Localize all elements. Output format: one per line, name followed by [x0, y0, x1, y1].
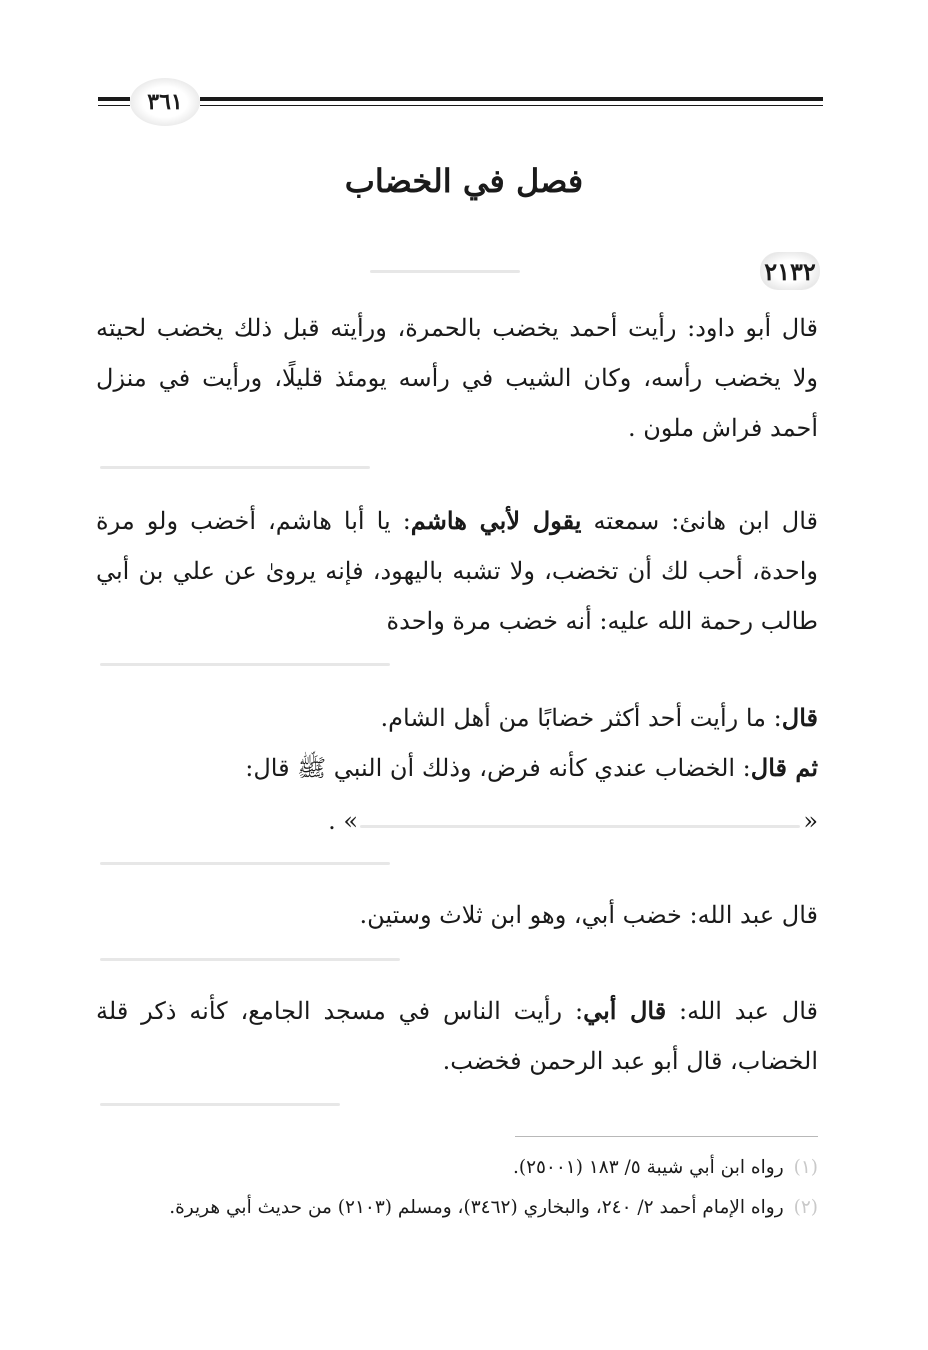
faint-mark: [100, 466, 370, 469]
footnote-1-text: رواه ابن أبي شيبة ٥/ ١٨٣ (٢٥٠٠١).: [512, 1157, 784, 1178]
paragraph-6-lead: قال عبد الله:: [679, 997, 818, 1025]
faint-mark: [100, 1103, 340, 1106]
paragraph-3: [96, 693, 818, 743]
paragraph-2: [96, 496, 818, 646]
paragraph-6: [96, 986, 818, 1086]
header-rule-right: [200, 97, 823, 101]
entry-number-badge: [760, 252, 820, 290]
footnote-marker: (١): [793, 1157, 818, 1178]
paragraph-2-bold: يقول لأبي هاشم: [410, 506, 582, 535]
faint-mark: [100, 958, 400, 961]
paragraph-1: قال أبو داود: رأيت أحمد يخضب بالحمرة، ورأيته قبل ذلك يخضب لحيته ولا يخضب رأسه، وكان الشيب في رأسه يومئذ قليلًا، ورأيت في منزل أحمد فراش ملون .: [96, 314, 818, 442]
paragraph-5: قال عبد الله: خضب أبي، وهو ابن ثلاث وستين.: [359, 901, 818, 929]
quote-close: » .: [328, 807, 359, 835]
entry-number: ٢١٣٢: [764, 256, 816, 286]
chapter-title: فصل في الخضاب: [344, 162, 584, 200]
paragraph-3-rest: : ما رأيت أحد أكثر خضابًا من أهل الشام.: [380, 704, 782, 732]
faint-mark: [100, 663, 390, 666]
footnote-separator: [515, 1136, 818, 1137]
faint-mark: [100, 862, 390, 865]
paragraph-6-rest: : رأيت الناس في مسجد الجامع، كأنه ذكر قلة الخضاب، قال أبو عبد الرحمن فخضب.: [96, 997, 818, 1075]
header-rule-left-thin: [98, 105, 130, 106]
page-number-badge: [130, 78, 200, 126]
footnote-2-text: رواه الإمام أحمد ٢/ ٢٤٠، والبخاري (٣٤٦٢)، ومسلم (٢١٠٣) من حديث أبي هريرة.: [169, 1197, 784, 1218]
paragraph-6-bold: قال أبي: [583, 996, 667, 1025]
footnote-1: [96, 1150, 818, 1186]
paragraph-4: [96, 743, 818, 793]
faint-mark: [370, 270, 520, 273]
page-number: ٣٦١: [147, 89, 183, 115]
footnote-marker: (٢): [793, 1197, 818, 1218]
paragraph-2-lead: قال ابن هانئ: سمعته: [593, 507, 818, 535]
faint-mark: [360, 825, 800, 828]
paragraph-4-rest: : الخضاب عندي كأنه فرض، وذلك أن النبي ﷺ قال:: [245, 754, 751, 782]
paragraph-4-quote-line: [96, 796, 818, 846]
header-rule-left: [98, 97, 130, 101]
footnote-2: [96, 1190, 818, 1226]
header-rule-right-thin: [200, 105, 823, 106]
paragraph-4-bold: ثم قال: [750, 753, 818, 782]
paragraph-2-rest: : يا أبا هاشم، أخضب ولو مرة واحدة، أحب لك أن تخضب، ولا تشبه باليهود، فإنه يروىٰ عن علي بن أبي طالب رحمة الله عليه: أنه خضب مرة واحدة: [96, 507, 818, 635]
quote-open: «: [803, 807, 818, 835]
paragraph-3-bold: قال: [781, 703, 818, 732]
